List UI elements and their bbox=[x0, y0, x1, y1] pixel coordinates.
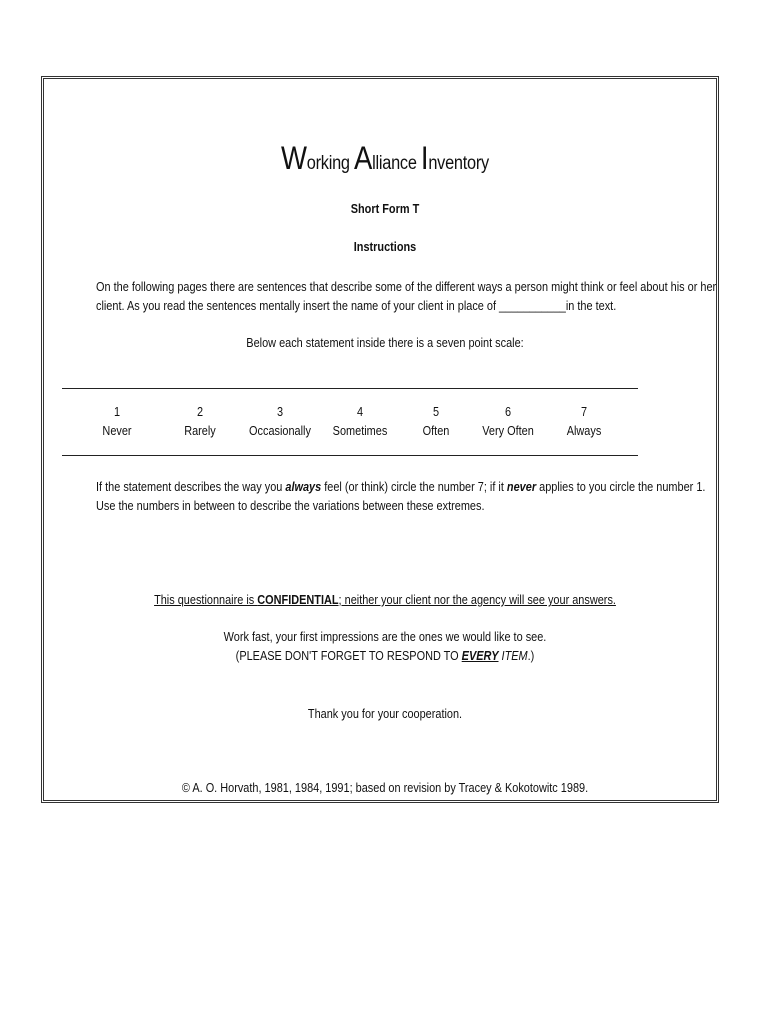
scale-intro: Below each statement inside there is a seven point scale: bbox=[246, 335, 524, 350]
scale-number: 6 bbox=[504, 404, 512, 419]
scale-number: 5 bbox=[432, 404, 440, 419]
scale-label: Sometimes bbox=[332, 423, 388, 438]
scale-label: Always bbox=[566, 423, 602, 438]
thank-you-note: Thank you for your cooperation. bbox=[307, 706, 463, 721]
intro-line-2: client. As you read the sentences mentally insert the name of your client in place of ___________in the text. bbox=[96, 298, 617, 313]
instructions-heading: Instructions bbox=[353, 239, 417, 254]
subtitle: Short Form T bbox=[350, 201, 420, 216]
scoring-explanation bbox=[96, 477, 705, 515]
copyright-notice: © A. O. Horvath, 1981, 1984, 1991; based on revision by Tracey & Kokotowitc 1989. bbox=[181, 780, 589, 795]
always-emphasis: always bbox=[285, 479, 322, 494]
explanation-line-2: Use the numbers in between to describe the variations between these extremes. bbox=[96, 498, 485, 513]
confidential-notice: This questionnaire is CONFIDENTIAL; neither your client nor the agency will see your answers. bbox=[154, 592, 616, 607]
scale-number: 1 bbox=[113, 404, 121, 419]
scale-label: Often bbox=[422, 423, 450, 438]
scale-label: Occasionally bbox=[249, 423, 311, 438]
every-emphasis: EVERY bbox=[461, 648, 499, 663]
scale-number: 3 bbox=[276, 404, 284, 419]
scale-bottom-rule bbox=[62, 455, 638, 456]
never-emphasis: never bbox=[506, 479, 537, 494]
page-title: Working Alliance Inventory bbox=[281, 140, 489, 176]
scale-number: 4 bbox=[356, 404, 364, 419]
explanation-line-1: If the statement describes the way you always feel (or think) circle the number 7; if it never applies to you circle the number 1. bbox=[96, 479, 706, 494]
scale-label: Rarely bbox=[184, 423, 216, 438]
scale-number: 2 bbox=[196, 404, 204, 419]
intro-paragraph bbox=[96, 277, 716, 315]
scale-label: Never bbox=[102, 423, 132, 438]
respond-reminder: (PLEASE DON'T FORGET TO RESPOND TO EVERY ITEM.) bbox=[235, 648, 535, 663]
work-fast-note: Work fast, your first impressions are the ones we would like to see. bbox=[223, 629, 547, 644]
scale-top-rule bbox=[62, 388, 638, 389]
scale-number: 7 bbox=[580, 404, 588, 419]
intro-line-1: On the following pages there are sentences that describe some of the different ways a person might think or feel about his or her bbox=[96, 279, 717, 294]
scale-label: Very Often bbox=[482, 423, 534, 438]
scale-point-7 bbox=[529, 402, 639, 440]
